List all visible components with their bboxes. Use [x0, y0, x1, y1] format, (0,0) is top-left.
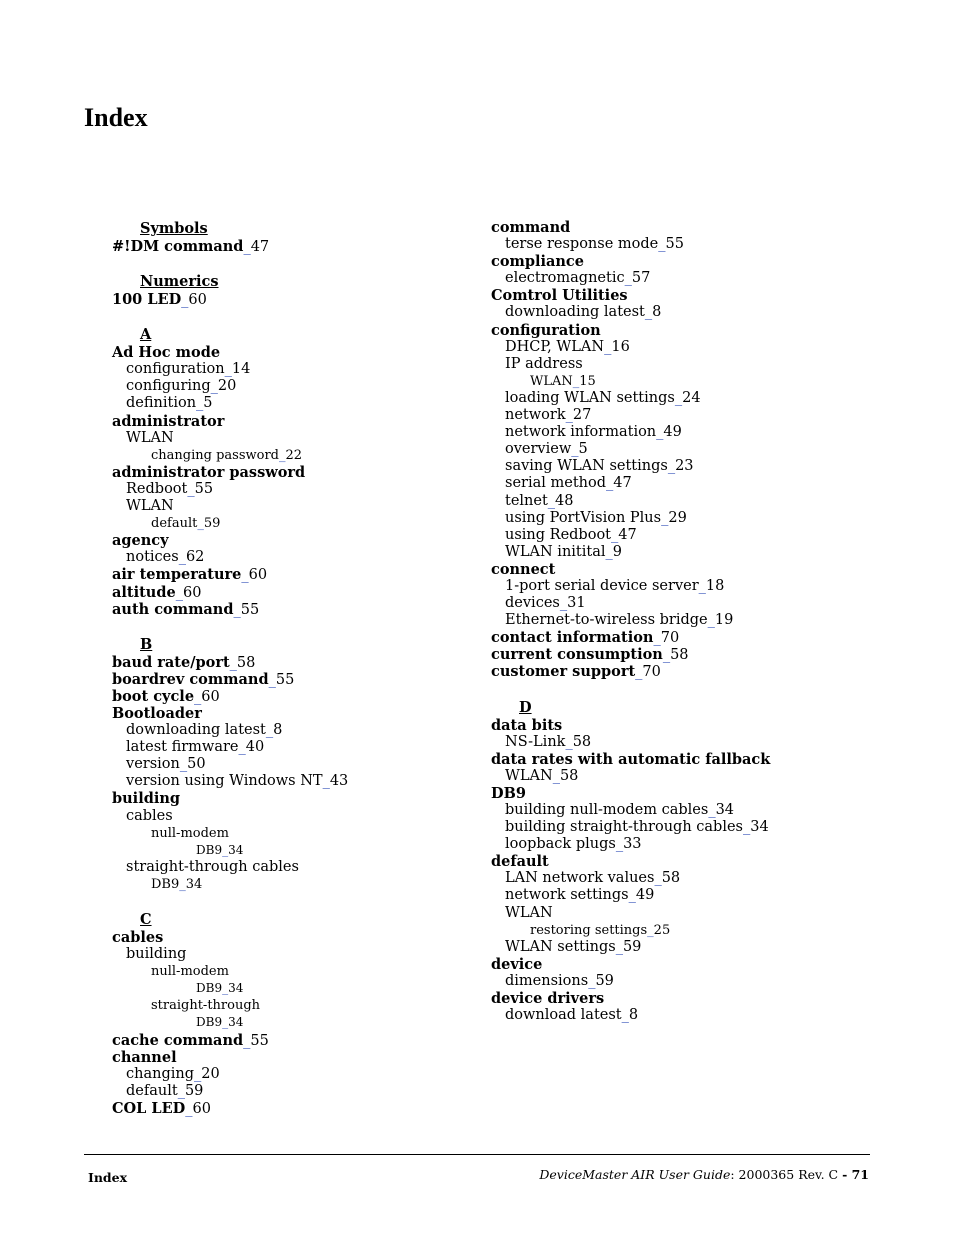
index-entry: [112, 739, 472, 756]
footer-guide-title: DeviceMaster AIR User Guide: [539, 1167, 731, 1182]
index-entry: [112, 601, 472, 618]
index-page-link[interactable]: _ 9: [606, 544, 622, 560]
index-page-link[interactable]: _ 15: [573, 374, 596, 389]
index-entry-term: building straight-through cables: [505, 819, 743, 836]
index-entry: [491, 802, 931, 819]
index-entry-term: compliance: [491, 253, 584, 271]
index-entry: [491, 424, 931, 441]
index-page-link[interactable]: _ 58: [565, 734, 591, 750]
index-page-link[interactable]: _ 27: [566, 407, 592, 423]
index-entry-term: loading WLAN settings: [505, 389, 675, 406]
index-spacer: [112, 618, 472, 635]
index-entry-term: dimensions: [505, 972, 589, 989]
index-entry: [112, 756, 472, 773]
index-page-link[interactable]: _ 60: [241, 567, 267, 583]
index-page-link[interactable]: _ 50: [180, 756, 206, 772]
index-entry-term: data bits: [491, 716, 563, 734]
index-entry-term: Symbols: [140, 220, 208, 237]
index-entry: [112, 1032, 472, 1049]
index-entry: [491, 561, 931, 578]
index-entry: [112, 671, 472, 688]
index-entry-term: network settings: [505, 887, 629, 904]
index-page-link[interactable]: _ 60: [194, 689, 220, 705]
index-entry-term: D: [519, 698, 532, 716]
index-entry-term: LAN network values: [505, 870, 655, 887]
index-entry-term: contact information: [491, 629, 654, 647]
index-page-link[interactable]: _ 23: [668, 458, 694, 474]
index-entry-term: C: [140, 911, 152, 928]
index-entry-term: version: [126, 756, 180, 773]
index-entry: [112, 447, 472, 464]
index-entry-term: straight-through cables: [126, 858, 299, 875]
index-page-link[interactable]: _ 14: [225, 361, 251, 377]
index-entry-term: IP address: [505, 355, 583, 372]
index-entry-term: building null-modem cables: [505, 802, 709, 818]
index-entry-term: saving WLAN settings: [505, 458, 668, 475]
index-entry-term: default: [126, 1082, 178, 1099]
index-spacer: [112, 255, 472, 272]
index-entry: [112, 825, 472, 842]
index-page-link[interactable]: _ 8: [622, 1007, 638, 1023]
index-entry: [491, 939, 931, 956]
index-entry: [112, 378, 472, 395]
index-entry-term: Numerics: [140, 273, 219, 291]
index-entry-term: agency: [112, 532, 169, 550]
index-column-left: [112, 219, 472, 1117]
index-entry: [112, 929, 472, 946]
index-entry-term: device: [491, 955, 543, 973]
index-entry: [491, 527, 931, 544]
index-page-link[interactable]: _ 34: [222, 981, 243, 995]
index-entry: [491, 887, 931, 904]
index-page-link[interactable]: _ 5: [196, 395, 212, 411]
index-entry: [491, 870, 931, 887]
index-page-link[interactable]: _ 47: [606, 475, 632, 491]
index-entry-term: WLAN settings: [505, 938, 616, 955]
index-page-link[interactable]: _ 5: [571, 441, 587, 457]
index-entry-term: null-modem: [151, 964, 229, 980]
index-page-link[interactable]: _ 40: [239, 739, 265, 755]
footer-divider: [84, 1154, 870, 1155]
index-entry-term: overview: [505, 441, 572, 458]
index-entry-term: DB9: [491, 784, 526, 802]
index-page-link[interactable]: _ 55: [187, 481, 213, 497]
index-letter-heading: [112, 325, 472, 344]
index-page-link[interactable]: _ 25: [647, 923, 670, 938]
index-entry: [491, 663, 931, 680]
index-entry: [491, 407, 931, 424]
index-entry: [491, 819, 931, 836]
index-page-link[interactable]: _ 58: [230, 655, 256, 671]
index-entry: [491, 751, 931, 768]
index-spacer: [112, 893, 472, 910]
index-entry: [491, 287, 931, 304]
index-page-link[interactable]: _ 58: [654, 870, 680, 886]
index-entry: [491, 768, 931, 785]
index-entry-term: auth command: [112, 600, 234, 618]
index-entry-term: 1-port serial device server: [505, 577, 699, 594]
index-page-link[interactable]: _ 58: [553, 768, 579, 784]
index-page-link[interactable]: _ 24: [675, 390, 701, 406]
index-entry: [112, 584, 472, 601]
index-entry-term: network: [505, 407, 566, 424]
index-entry: [112, 1014, 472, 1031]
index-entry-term: Ethernet-to-wireless bridge: [505, 612, 708, 629]
index-entry-term: current consumption: [491, 646, 663, 664]
index-entry: [112, 963, 472, 980]
index-entry-term: building: [112, 790, 181, 808]
index-page-link[interactable]: _ 29: [661, 510, 687, 526]
index-page-link[interactable]: _ 55: [234, 602, 260, 618]
index-entry-term: serial method: [505, 475, 606, 492]
index-page-link[interactable]: _ 60: [185, 1101, 211, 1117]
index-page-link[interactable]: _ 22: [279, 448, 302, 463]
index-page-link[interactable]: _ 58: [663, 647, 689, 663]
footer-doc-number: : 2000365 Rev. C: [730, 1167, 843, 1182]
index-entry-term: DB9: [151, 876, 180, 892]
index-entry-term: network information: [505, 424, 657, 441]
index-page-link[interactable]: _ 34: [179, 877, 202, 892]
footer-doc-info: [539, 1167, 869, 1182]
index-page-link[interactable]: _ 59: [178, 1083, 204, 1099]
index-entry-term: WLAN: [530, 373, 573, 389]
index-page-link[interactable]: _ 59: [197, 516, 220, 531]
index-entry-term: #!DM command: [112, 238, 244, 255]
index-entry: [112, 481, 472, 498]
index-page-link[interactable]: _ 60: [181, 292, 207, 308]
index-entry-term: devices: [505, 595, 560, 612]
index-entry-term: WLAN: [126, 429, 174, 446]
index-entry-term: baud rate/port: [112, 653, 230, 671]
index-entry-term: air temperature: [112, 566, 242, 584]
index-entry-term: building: [126, 946, 187, 963]
index-entry: [112, 549, 472, 566]
index-entry: [112, 1066, 472, 1083]
index-letter-heading: [491, 698, 931, 717]
index-entry-term: customer support: [491, 663, 636, 681]
index-entry-term: configuration: [126, 361, 225, 378]
index-entry: [112, 1100, 472, 1117]
index-entry: [491, 836, 931, 853]
index-entry-term: downloading latest: [505, 304, 645, 321]
index-entry: [491, 390, 931, 407]
index-entry-term: channel: [112, 1048, 177, 1066]
index-entry-term: version using Windows NT: [126, 773, 323, 790]
index-entry-term: cables: [126, 807, 173, 824]
index-entry-term: COL LED: [112, 1099, 186, 1117]
index-entry: [491, 922, 931, 939]
index-entry-term: using PortVision Plus: [505, 509, 662, 526]
index-entry: [491, 219, 931, 236]
index-page-link[interactable]: _ 34: [222, 843, 243, 857]
index-entry-term: null-modem: [151, 825, 229, 841]
index-entry: [112, 430, 472, 447]
index-entry: [491, 458, 931, 475]
index-entry: [112, 808, 472, 825]
index-entry: [112, 464, 472, 481]
index-entry-term: using Redboot: [505, 526, 611, 543]
index-page-link[interactable]: _ 16: [604, 339, 630, 355]
index-entry-term: terse response mode: [505, 236, 659, 253]
index-entry-term: Redboot: [126, 480, 188, 497]
index-entry: [112, 859, 472, 876]
index-entry: [491, 612, 931, 629]
index-page-link[interactable]: _ 34: [222, 1015, 243, 1029]
index-entry: [491, 1007, 931, 1024]
index-entry-term: 100 LED: [112, 291, 182, 309]
index-entry: [112, 773, 472, 790]
index-entry: [112, 532, 472, 549]
index-letter-heading: [112, 219, 472, 238]
index-entry-term: DB9: [196, 1015, 223, 1030]
index-entry-term: straight-through: [151, 998, 261, 1014]
index-page-link[interactable]: _ 43: [323, 773, 349, 789]
index-entry-term: command: [491, 219, 571, 236]
index-page-link[interactable]: _ 49: [629, 887, 655, 903]
index-entry-term: latest firmware: [126, 739, 239, 756]
index-entry: [112, 876, 472, 893]
index-entry-term: Ad Hoc mode: [112, 344, 221, 362]
index-entry: [112, 1049, 472, 1066]
index-letter-heading: [112, 272, 472, 291]
index-entry: [112, 842, 472, 859]
index-entry: [112, 997, 472, 1014]
index-entry-term: NS-Link: [505, 733, 566, 750]
index-entry-term: cache command: [112, 1031, 244, 1049]
index-page-link[interactable]: _ 8: [266, 722, 282, 738]
index-page-link[interactable]: _ 31: [560, 595, 586, 611]
index-entry-term: notices: [126, 549, 179, 566]
index-entry: [491, 493, 931, 510]
index-page-link[interactable]: _ 47: [611, 527, 637, 543]
index-page-link[interactable]: _ 18: [699, 578, 725, 594]
index-page-link[interactable]: _ 34: [708, 802, 734, 818]
index-entry: [491, 578, 931, 595]
index-entry: [491, 510, 931, 527]
index-page-link[interactable]: _ 59: [616, 939, 642, 955]
index-entry: [491, 441, 931, 458]
page-title: Index: [84, 103, 148, 132]
index-entry-term: device drivers: [491, 990, 605, 1008]
index-page-link[interactable]: _ 47: [243, 239, 269, 255]
index-entry-term: configuration: [491, 321, 601, 339]
index-entry-term: definition: [126, 395, 197, 412]
index-page-link[interactable]: _ 20: [194, 1066, 220, 1082]
index-entry: [112, 566, 472, 583]
index-entry-term: restoring settings: [530, 922, 648, 938]
index-page-link[interactable]: _ 60: [176, 585, 202, 601]
index-entry-term: changing password: [151, 447, 279, 463]
index-column-right: [491, 219, 931, 1024]
index-entry-term: B: [140, 635, 153, 653]
index-entry: [491, 356, 931, 373]
index-entry: [112, 413, 472, 430]
index-entry: [491, 973, 931, 990]
index-spacer: [112, 308, 472, 325]
index-entry: [112, 498, 472, 515]
index-entry: [112, 722, 472, 739]
index-entry: [491, 734, 931, 751]
index-entry: [491, 853, 931, 870]
index-entry: [491, 475, 931, 492]
index-entry-term: DB9: [196, 842, 223, 857]
index-entry-term: default: [151, 516, 198, 532]
index-entry-term: administrator password: [112, 463, 306, 481]
index-entry: [112, 238, 472, 255]
index-entry: [112, 705, 472, 722]
index-entry: [112, 291, 472, 308]
index-entry-term: downloading latest: [126, 722, 266, 739]
index-page-link[interactable]: _ 20: [211, 378, 237, 394]
index-entry: [112, 946, 472, 963]
index-entry-term: Bootloader: [112, 704, 202, 722]
index-entry: [491, 253, 931, 270]
index-entry: [112, 515, 472, 532]
index-entry: [491, 990, 931, 1007]
index-entry-term: A: [140, 326, 152, 344]
index-entry: [491, 304, 931, 321]
index-entry-term: loopback plugs: [505, 836, 616, 853]
index-entry: [491, 373, 931, 390]
index-entry: [491, 646, 931, 663]
index-entry-term: altitude: [112, 583, 176, 601]
index-entry: [112, 395, 472, 412]
index-page-link[interactable]: _ 33: [616, 836, 642, 852]
footer-section-label: Index: [88, 1170, 128, 1185]
index-entry-term: WLAN: [126, 498, 174, 515]
index-entry-term: electromagnetic: [505, 270, 625, 287]
index-letter-heading: [112, 910, 472, 929]
index-page-link[interactable]: _ 57: [625, 270, 651, 286]
index-page-link[interactable]: _ 49: [656, 424, 682, 440]
index-entry-term: connect: [491, 560, 556, 578]
index-entry: [491, 905, 931, 922]
index-entry: [112, 688, 472, 705]
index-page-link[interactable]: _ 62: [179, 549, 205, 565]
index-entry-term: WLAN initital: [505, 543, 606, 560]
index-page-link[interactable]: _ 48: [548, 493, 574, 509]
index-entry: [491, 270, 931, 287]
index-page-link[interactable]: _ 59: [588, 973, 614, 989]
index-entry-term: WLAN: [505, 904, 553, 921]
index-entry: [491, 785, 931, 802]
index-page-link[interactable]: _ 55: [269, 672, 295, 688]
index-entry-term: DHCP, WLAN: [505, 338, 605, 355]
index-page-link[interactable]: _ 70: [653, 630, 679, 646]
index-entry: [112, 654, 472, 671]
index-entry: [112, 980, 472, 997]
index-entry-term: Comtrol Utilities: [491, 287, 628, 305]
index-page-link[interactable]: _ 55: [243, 1033, 269, 1049]
index-page-link[interactable]: _ 70: [635, 664, 661, 680]
index-entry-term: data rates with automatic fallback: [491, 750, 771, 768]
index-entry: [491, 956, 931, 973]
index-entry-term: administrator: [112, 412, 225, 430]
index-entry-term: telnet: [505, 492, 548, 509]
index-entry: [112, 361, 472, 378]
index-entry: [112, 344, 472, 361]
index-page-link[interactable]: _ 19: [708, 612, 734, 628]
index-entry: [112, 1083, 472, 1100]
index-entry-term: download latest: [505, 1007, 622, 1024]
index-entry-term: configuring: [126, 378, 211, 395]
index-entry-term: changing: [126, 1065, 194, 1082]
index-entry-term: boot cycle: [112, 687, 195, 705]
index-entry: [491, 717, 931, 734]
index-letter-heading: [112, 635, 472, 654]
index-page-link[interactable]: _ 8: [645, 304, 661, 320]
footer-page-number: - 71: [842, 1167, 869, 1182]
index-entry-term: WLAN: [505, 767, 553, 784]
index-spacer: [491, 681, 931, 698]
index-entry-term: cables: [112, 929, 164, 946]
index-entry-term: DB9: [196, 981, 223, 996]
index-page-link[interactable]: _ 34: [743, 819, 769, 835]
index-entry: [491, 339, 931, 356]
index-page-link[interactable]: _ 55: [658, 236, 684, 252]
index-entry: [491, 544, 931, 561]
index-entry-term: default: [491, 853, 549, 871]
index-entry: [491, 629, 931, 646]
index-entry: [112, 790, 472, 807]
index-entry: [491, 236, 931, 253]
index-entry-term: boardrev command: [112, 670, 269, 688]
index-entry: [491, 322, 931, 339]
index-entry: [491, 595, 931, 612]
